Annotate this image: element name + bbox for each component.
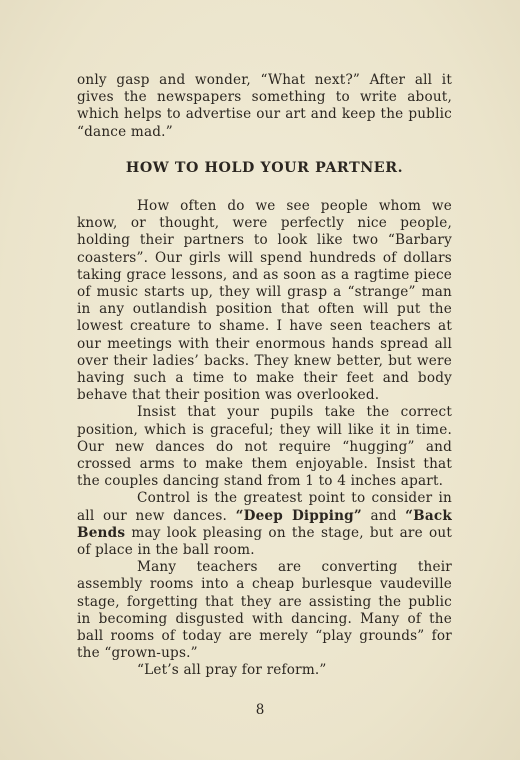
page-number: 8 <box>255 702 265 718</box>
section-heading: HOW TO HOLD YOUR PARTNER. <box>125 160 404 176</box>
opening-paragraph: only gasp and wonder, “What next?” After all it gives the newspapers something to write about, which helps to advertise our art and keep the public “dance mad.” <box>77 72 452 140</box>
paragraph-3 <box>77 490 452 559</box>
back-bends-term: “Back Bends <box>77 507 452 541</box>
paragraph-3-text-b: may look pleasing on the stage, but are out of place in the ball room. <box>77 524 452 559</box>
paragraph-4: Many teachers are converting their assembly rooms into a cheap burlesque vaudeville stage, forgetting that they are assisting the public in becoming disgusted with dancing. Many of the ball rooms of today are merely “play grounds” for the “grown-ups.” <box>77 559 452 662</box>
paragraph-5: “Let’s all pray for reform.” <box>137 662 327 679</box>
section-body <box>77 198 452 680</box>
paragraph-3-and: and <box>370 507 397 524</box>
deep-dipping-term: “Deep Dipping” <box>235 507 362 524</box>
paragraph-3-text-a: Control is the greatest point to consider in all our new dances. <box>77 490 452 524</box>
opening-text <box>77 72 452 141</box>
paragraph-2: Insist that your pupils take the correct position, which is graceful; they will like it in time. Our new dances do not require “hugging” and crossed arms to make them enjoyable. Insist that the couples dancing stand from 1 to 4 inches apart. <box>77 404 452 490</box>
paragraph-1: How often do we see people whom we know, or thought, were perfectly nice people, holding their partners to look like two “Barbary coasters”. Our girls will spend hundreds of dollars taking grace lessons, and as soon as a ragtime piece of music starts up, they will grasp a “strange” man in any outlandish position that often will put the lowest creature to shame. I have seen teachers at our meetings with their enormous hands spread all over their ladies’ backs. They knew better, but were having such a time to make their feet and body behave that their position was overlooked. <box>77 198 452 404</box>
